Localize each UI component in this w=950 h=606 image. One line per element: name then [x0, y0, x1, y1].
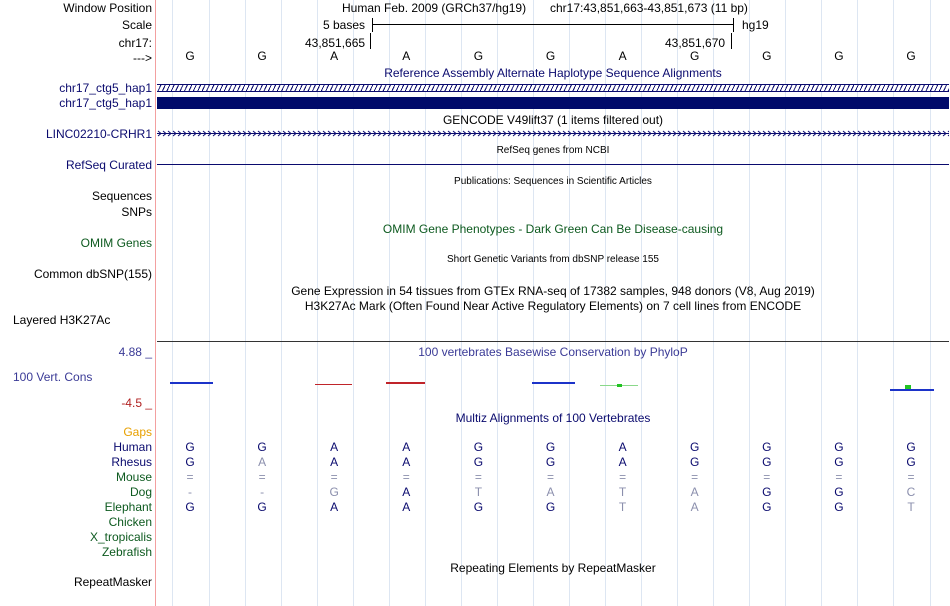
gencode-gene-feature[interactable]: [157, 129, 949, 138]
alignment-base: =: [330, 470, 338, 484]
alignment-base: -: [260, 485, 265, 499]
scale-bar: [372, 24, 734, 25]
gtex-title: Gene Expression in 54 tissues from GTEx RNA-seq of 17382 samples, 948 donors (V8, Aug 2019): [291, 284, 815, 298]
phylop-bar-1: [170, 382, 213, 384]
phylop-plot[interactable]: [0, 375, 950, 395]
species-label-zebrafish[interactable]: Zebrafish: [101, 545, 152, 559]
alignment-base: T: [618, 500, 627, 514]
alignment-base: A: [402, 485, 411, 499]
alignment-base: G: [834, 485, 844, 499]
phylop-min: -4.5 _: [121, 396, 152, 410]
species-label-mouse[interactable]: Mouse: [115, 470, 152, 484]
reference-base: A: [402, 49, 411, 63]
alignment-base: -: [188, 485, 192, 499]
scale-text: 5 bases: [323, 18, 366, 32]
alignment-base: G: [257, 500, 267, 514]
phylop-bar-5b: [617, 384, 622, 387]
species-label-chicken[interactable]: Chicken: [108, 515, 152, 529]
phylop-bar-3: [386, 382, 425, 384]
alignment-base: =: [186, 470, 194, 484]
coord-right: 43,851,670: [665, 36, 726, 50]
alignment-base: T: [474, 485, 483, 499]
h3k27ac-baseline: [157, 341, 949, 342]
alignment-base: =: [691, 470, 699, 484]
db-name: hg19: [742, 18, 769, 32]
reference-base: G: [690, 49, 700, 63]
alignment-base: =: [474, 470, 482, 484]
phylop-title: 100 vertebrates Basewise Conservation by PhyloP: [418, 345, 688, 359]
species-label-elephant[interactable]: Elephant: [104, 500, 152, 514]
alignment-base: A: [330, 500, 339, 514]
alignment-base: A: [258, 455, 267, 469]
phylop-bar-4: [532, 382, 575, 384]
alignment-base: G: [906, 455, 916, 469]
omim-label[interactable]: OMIM Genes: [80, 236, 152, 250]
alignment-base: G: [762, 500, 772, 514]
alignment-base: =: [402, 470, 410, 484]
publications-sequences-label[interactable]: Sequences: [91, 189, 152, 203]
scale-bar-right-tick: [733, 18, 734, 32]
alignment-base: G: [257, 440, 267, 454]
alignment-base: =: [907, 470, 915, 484]
alignment-base: T: [618, 485, 627, 499]
species-label-x_tropicalis[interactable]: X_tropicalis: [89, 530, 152, 544]
reference-base: A: [618, 49, 627, 63]
assembly-name: Human Feb. 2009 (GRCh37/hg19): [342, 1, 527, 15]
multiz-title: Multiz Alignments of 100 Vertebrates: [455, 411, 651, 425]
alt-haplotype-title: Reference Assembly Alternate Haplotype Sequence Alignments: [384, 66, 722, 80]
alignment-base: G: [906, 440, 916, 454]
alignment-base: A: [690, 485, 699, 499]
phylop-bar-6b: [905, 385, 911, 389]
refseq-title: RefSeq genes from NCBI: [496, 145, 610, 156]
reference-base: G: [906, 49, 916, 63]
publications-title: Publications: Sequences in Scientific Articles: [454, 176, 652, 187]
reference-base: G: [762, 49, 772, 63]
scale-bar-left-tick: [372, 18, 373, 32]
coord-left: 43,851,665: [305, 36, 366, 50]
alignment-base: A: [402, 440, 411, 454]
alignment-base: A: [330, 455, 339, 469]
window-position-label: Window Position: [63, 1, 152, 15]
alignment-base: C: [906, 485, 916, 499]
dbsnp-label[interactable]: Common dbSNP(155): [33, 267, 152, 281]
gencode-title: GENCODE V49lift37 (1 items filtered out): [442, 113, 664, 127]
alignment-base: T: [907, 500, 915, 514]
alt-haplotype-label-1[interactable]: chr17_ctg5_hap1: [59, 81, 152, 95]
species-label-dog[interactable]: Dog: [129, 485, 152, 499]
alignment-base: G: [473, 455, 484, 469]
alt-haplotype-block[interactable]: [157, 97, 949, 109]
alignment-base: =: [835, 470, 843, 484]
reference-base: G: [473, 49, 484, 63]
reference-base: G: [185, 49, 195, 63]
multiz-gaps-label[interactable]: Gaps: [123, 425, 152, 439]
alt-haplotype-label-2[interactable]: chr17_ctg5_hap1: [59, 96, 152, 110]
alignment-base: G: [545, 500, 556, 514]
reference-base: G: [545, 49, 556, 63]
alignment-base: G: [834, 455, 844, 469]
alignment-base: G: [473, 500, 484, 514]
gencode-gene-label[interactable]: LINC02210-CRHR1: [45, 127, 152, 141]
alignment-base: G: [473, 440, 484, 454]
alignment-base: =: [258, 470, 266, 484]
species-label-human[interactable]: Human: [113, 440, 152, 454]
alignment-base: G: [834, 500, 844, 514]
alignment-base: G: [762, 485, 772, 499]
alignment-base: =: [763, 470, 771, 484]
alignment-base: A: [402, 455, 411, 469]
phylop-bar-2: [315, 384, 352, 385]
repeatmasker-title: Repeating Elements by RepeatMasker: [450, 561, 656, 575]
alignment-base: G: [185, 455, 195, 469]
refseq-label[interactable]: RefSeq Curated: [65, 158, 152, 172]
refseq-feature[interactable]: [157, 164, 949, 165]
species-label-rhesus[interactable]: Rhesus: [111, 455, 152, 469]
coord-left-tick: [370, 33, 371, 49]
position-readout: chr17:43,851,663-43,851,673 (11 bp): [550, 1, 748, 15]
strand-label: --->: [133, 51, 152, 65]
alignment-base: G: [545, 440, 556, 454]
alignment-base: G: [762, 440, 772, 454]
alignment-base: A: [618, 440, 627, 454]
alignment-base: G: [545, 455, 556, 469]
phylop-max: 4.88 _: [118, 345, 152, 359]
scale-label: Scale: [121, 18, 152, 32]
alignment-base: A: [330, 440, 339, 454]
reference-base: G: [834, 49, 844, 63]
reference-base: G: [257, 49, 267, 63]
alignment-base: A: [618, 455, 627, 469]
alignment-base: A: [402, 500, 411, 514]
alignment-base: =: [546, 470, 554, 484]
alignment-base: G: [185, 500, 195, 514]
omim-title: OMIM Gene Phenotypes - Dark Green Can Be Disease-causing: [382, 222, 724, 236]
repeatmasker-label[interactable]: RepeatMasker: [73, 575, 152, 589]
alignment-base: =: [619, 470, 627, 484]
phylop-label[interactable]: 100 Vert. Cons: [13, 370, 93, 384]
reference-base: A: [330, 49, 339, 63]
alignment-base: G: [762, 455, 772, 469]
alignment-base: A: [546, 485, 555, 499]
h3k27ac-label[interactable]: Layered H3K27Ac: [13, 313, 111, 327]
chrom-label: chr17:: [118, 36, 152, 50]
alignment-base: G: [690, 440, 700, 454]
phylop-bar-6: [890, 389, 934, 391]
coord-right-tick: [731, 33, 732, 49]
dbsnp-title: Short Genetic Variants from dbSNP release 155: [447, 254, 659, 265]
alignment-base: G: [329, 485, 339, 499]
alignment-base: G: [690, 455, 700, 469]
h3k27ac-title: H3K27Ac Mark (Often Found Near Active Regulatory Elements) on 7 cell lines from ENCODE: [304, 299, 802, 313]
alignment-base: G: [185, 440, 195, 454]
publications-snps-label[interactable]: SNPs: [121, 205, 152, 219]
alignment-base: G: [834, 440, 844, 454]
alt-haplotype-outline[interactable]: [157, 84, 949, 92]
alignment-base: A: [690, 500, 699, 514]
strand-arrows: [157, 129, 949, 138]
